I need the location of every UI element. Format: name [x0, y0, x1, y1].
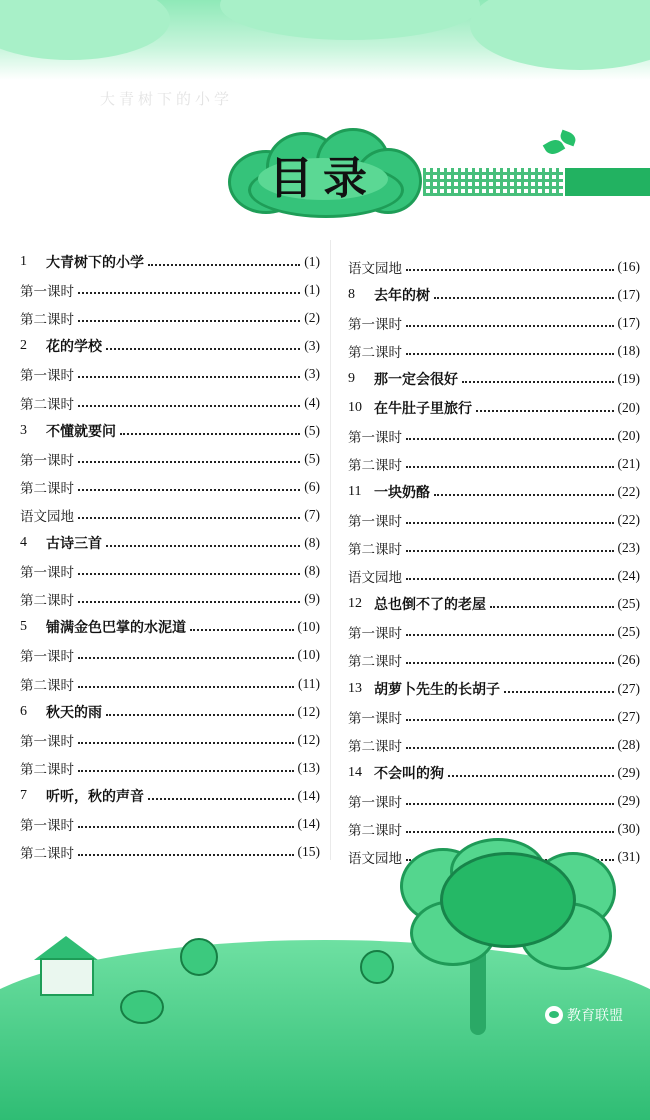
- toc-leader-dots: [406, 662, 614, 664]
- wechat-icon: [545, 1006, 563, 1024]
- toc-entry-label: 第二课时: [348, 542, 402, 558]
- toc-entry-page: (9): [304, 591, 320, 607]
- toc-leader-dots: [148, 264, 300, 266]
- toc-entry-page: (19): [617, 371, 640, 387]
- toc-entry[interactable]: [20, 419, 320, 443]
- toc-entry-label: 胡萝卜先生的长胡子: [374, 681, 500, 698]
- toc-entry[interactable]: [348, 620, 640, 644]
- toc-entry-label: 第一课时: [20, 368, 74, 385]
- toc-entry-page: (10): [297, 619, 320, 635]
- toc-leader-dots: [78, 376, 300, 378]
- toc-entry-page: (17): [617, 287, 640, 303]
- toc-entry-page: (31): [617, 849, 640, 865]
- toc-entry-number: 3: [20, 422, 27, 438]
- toc-entry[interactable]: [20, 728, 320, 752]
- toc-entry[interactable]: [348, 283, 640, 307]
- toc-entry-label: 铺满金色巴掌的水泥道: [46, 620, 186, 637]
- toc-entry-page: (5): [304, 450, 320, 466]
- toc-entry-page: (24): [617, 568, 640, 584]
- child-illustration: [180, 938, 218, 976]
- show-through-text: 大青树下的小学: [100, 90, 234, 108]
- toc-entry[interactable]: [348, 564, 640, 588]
- toc-entry-label: 语文园地: [348, 570, 402, 587]
- toc-leader-dots: [406, 522, 614, 524]
- toc-entry-page: (1): [304, 282, 320, 298]
- toc-entry[interactable]: [348, 677, 640, 701]
- toc-entry-page: (7): [304, 506, 320, 522]
- toc-entry[interactable]: [20, 531, 320, 555]
- toc-entry-label: 第二课时: [20, 312, 74, 329]
- toc-entry-page: (29): [617, 792, 640, 808]
- toc-entry[interactable]: [348, 339, 640, 363]
- toc-entry[interactable]: [348, 424, 640, 448]
- toc-entry-page: (6): [304, 478, 320, 494]
- toc-entry-label: 大青树下的小学: [46, 255, 144, 271]
- toc-entry-label: 在牛肚子里旅行: [374, 400, 472, 417]
- toc-entry[interactable]: [348, 396, 640, 420]
- toc-entry-page: (22): [617, 511, 640, 527]
- toc-leader-dots: [476, 410, 614, 412]
- toc-entry[interactable]: [20, 840, 320, 864]
- toc-leader-dots: [406, 466, 614, 468]
- toc-entry[interactable]: [348, 761, 640, 785]
- toc-entry-label: 语文园地: [348, 261, 402, 277]
- toc-entry-number: 10: [348, 399, 362, 415]
- toc-leader-dots: [504, 691, 614, 693]
- column-divider: [330, 240, 331, 860]
- toc-entry[interactable]: [20, 278, 320, 302]
- toc-leader-dots: [406, 438, 614, 440]
- toc-entry-page: (8): [304, 563, 320, 579]
- toc-entry[interactable]: [20, 784, 320, 808]
- toc-entry-page: (14): [297, 816, 320, 831]
- toc-entry-label: 听听，秋的声音: [46, 788, 144, 805]
- toc-leader-dots: [78, 517, 300, 519]
- toc-leader-dots: [190, 629, 294, 631]
- toc-leader-dots: [78, 461, 300, 463]
- toc-entry-page: (12): [297, 731, 320, 747]
- toc-entry-number: 4: [20, 535, 27, 550]
- toc-entry[interactable]: [348, 311, 640, 335]
- toc-entry-label: 第一课时: [20, 565, 74, 582]
- toc-leader-dots: [120, 433, 300, 435]
- toc-leader-dots: [106, 348, 300, 350]
- flower-center-illustration: [440, 852, 576, 948]
- toc-entry[interactable]: [20, 587, 320, 611]
- toc-entry[interactable]: [20, 250, 320, 274]
- toc-entry-label: 第一课时: [20, 452, 74, 469]
- toc-leader-dots: [78, 573, 300, 575]
- toc-entry-label: 第一课时: [20, 818, 74, 834]
- toc-entry-page: (3): [304, 366, 320, 382]
- toc-leader-dots: [78, 489, 300, 491]
- toc-entry-page: (29): [617, 764, 640, 780]
- toc-entry-page: (15): [297, 844, 320, 860]
- toc-leader-dots: [406, 353, 614, 355]
- toc-leader-dots: [490, 606, 614, 608]
- toc-entry-label: 语文园地: [20, 508, 74, 525]
- toc-leader-dots: [406, 747, 614, 749]
- toc-entry-number: 7: [20, 787, 27, 803]
- toc-entry-label: 第二课时: [348, 345, 402, 362]
- toc-entry-label: 不会叫的狗: [374, 765, 444, 782]
- toc-entry-page: (18): [617, 343, 640, 359]
- toc-entry[interactable]: [348, 480, 640, 504]
- toc-entry-page: (16): [617, 259, 640, 274]
- toc-leader-dots: [406, 269, 614, 271]
- toc-leader-dots: [434, 494, 614, 496]
- toc-entry[interactable]: [20, 362, 320, 386]
- toc-entry-label: 第二课时: [20, 480, 74, 497]
- toc-entry-number: 5: [20, 619, 27, 635]
- toc-entry-label: 第二课时: [20, 761, 74, 778]
- toc-entry[interactable]: [20, 672, 320, 696]
- toc-entry-label: 第二课时: [20, 677, 74, 694]
- toc-leader-dots: [406, 325, 614, 327]
- toc-leader-dots: [406, 634, 614, 636]
- page-title: 目录: [269, 153, 377, 204]
- toc-entry-page: (17): [617, 315, 640, 331]
- toc-entry-page: (20): [617, 427, 640, 443]
- toc-entry-label: 第二课时: [348, 738, 402, 755]
- toc-leader-dots: [406, 719, 614, 721]
- toc-leader-dots: [78, 405, 300, 407]
- toc-leader-dots: [78, 686, 294, 688]
- title-cloud: [228, 128, 418, 214]
- toc-entry-label: 那一定会很好: [374, 372, 458, 389]
- toc-leader-dots: [148, 798, 294, 800]
- toc-entry[interactable]: [348, 592, 640, 616]
- toc-leader-dots: [406, 803, 614, 805]
- toc-entry-page: (21): [617, 455, 640, 471]
- toc-entry-label: 第一课时: [348, 710, 402, 727]
- toc-leader-dots: [106, 714, 294, 716]
- toc-entry[interactable]: [348, 789, 640, 813]
- toc-entry-page: (11): [298, 675, 320, 691]
- toc-entry-page: (27): [617, 708, 640, 724]
- toc-entry-page: (27): [617, 680, 640, 696]
- toc-leader-dots: [406, 831, 614, 833]
- grid-strip-decoration: [423, 168, 563, 196]
- toc-entry-label: 第二课时: [348, 654, 402, 671]
- toc-leader-dots: [78, 601, 300, 603]
- toc-entry-number: 12: [348, 596, 362, 612]
- toc-entry-page: (25): [617, 624, 640, 640]
- toc-entry-page: (5): [304, 422, 320, 438]
- toc-entry-page: (4): [304, 394, 320, 410]
- watermark-text: 教育联盟: [567, 1008, 623, 1024]
- toc-entry-number: 13: [348, 680, 362, 696]
- toc-leader-dots: [406, 550, 614, 552]
- toc-entry[interactable]: [348, 536, 640, 560]
- toc-entry[interactable]: [348, 255, 640, 279]
- toc-entry-page: (26): [617, 652, 640, 668]
- toc-entry-page: (25): [617, 596, 640, 612]
- toc-entry-page: (20): [617, 399, 640, 415]
- toc-entry-number: 14: [348, 764, 362, 780]
- toc-entry[interactable]: [348, 367, 640, 391]
- toc-entry-label: 第二课时: [20, 396, 74, 413]
- toc-entry-label: 不懂就要问: [46, 423, 116, 440]
- toc-entry-number: 1: [20, 254, 27, 269]
- toc-leader-dots: [78, 742, 294, 744]
- toc-entry[interactable]: [348, 705, 640, 729]
- toc-entry-label: 语文园地: [348, 851, 402, 868]
- toc-entry-number: 9: [348, 371, 355, 387]
- toc-entry-label: 花的学校: [46, 339, 102, 356]
- toc-entry-label: 第一课时: [20, 649, 74, 666]
- toc-leader-dots: [78, 320, 300, 322]
- house-illustration: [40, 958, 94, 996]
- toc-leader-dots: [78, 770, 294, 772]
- toc-entry[interactable]: [20, 447, 320, 471]
- toc-entry-label: 第一课时: [348, 626, 402, 643]
- toc-leader-dots: [78, 657, 294, 659]
- toc-entry-page: (13): [297, 759, 320, 775]
- toc-entry[interactable]: [20, 306, 320, 330]
- toc-entry-label: 第一课时: [20, 284, 74, 301]
- toc-entry-number: 11: [348, 483, 362, 499]
- toc-entry-label: 秋天的雨: [46, 704, 102, 721]
- toc-leader-dots: [448, 775, 614, 777]
- toc-entry-number: 2: [20, 338, 27, 354]
- toc-entry-page: (28): [617, 736, 640, 752]
- toc-leader-dots: [106, 545, 300, 547]
- toc-entry-label: 第一课时: [348, 513, 402, 530]
- toc-entry[interactable]: [20, 756, 320, 780]
- child-illustration: [360, 950, 394, 984]
- toc-entry-label: 第二课时: [20, 593, 74, 610]
- toc-leader-dots: [78, 292, 300, 294]
- toc-leader-dots: [78, 854, 294, 856]
- toc-entry-number: 6: [20, 703, 27, 719]
- toc-leader-dots: [462, 381, 614, 383]
- toc-entry[interactable]: [348, 452, 640, 476]
- toc-entry-page: (30): [617, 821, 640, 836]
- toc-entry[interactable]: [20, 503, 320, 527]
- toc-entry-label: 第一课时: [20, 733, 74, 750]
- toc-entry-label: 第二课时: [348, 823, 402, 839]
- toc-entry-page: (8): [304, 535, 320, 550]
- toc-entry[interactable]: [20, 334, 320, 358]
- toc-entry-label: 第一课时: [348, 794, 402, 811]
- toc-entry-page: (10): [297, 647, 320, 663]
- toc-entry-page: (12): [297, 703, 320, 719]
- toc-entry-label: 第二课时: [20, 846, 74, 863]
- toc-entry-page: (22): [617, 483, 640, 499]
- toc-entry-page: (23): [617, 540, 640, 555]
- toc-entry[interactable]: [20, 812, 320, 836]
- toc-entry-page: (3): [304, 338, 320, 354]
- toc-entry[interactable]: [20, 391, 320, 415]
- toc-leader-dots: [406, 578, 614, 580]
- bush-illustration: [120, 990, 164, 1024]
- toc-entry[interactable]: [20, 475, 320, 499]
- strip-decoration: [565, 168, 650, 196]
- toc-entry[interactable]: [348, 648, 640, 672]
- toc-entry[interactable]: [348, 733, 640, 757]
- toc-entry[interactable]: [20, 700, 320, 724]
- toc-entry[interactable]: [20, 615, 320, 639]
- toc-leader-dots: [434, 297, 614, 299]
- toc-entry-label: 总也倒不了的老屋: [374, 597, 486, 614]
- toc-entry-label: 去年的树: [374, 288, 430, 305]
- toc-entry[interactable]: [20, 559, 320, 583]
- toc-entry-label: 古诗三首: [46, 536, 102, 552]
- toc-entry-label: 第一课时: [348, 429, 402, 446]
- toc-entry-page: (1): [304, 254, 320, 269]
- toc-entry-label: 第一课时: [348, 317, 402, 334]
- toc-entry-page: (14): [297, 787, 320, 803]
- watermark: [545, 1005, 623, 1025]
- toc-entry-label: 一块奶酪: [374, 484, 430, 501]
- toc-leader-dots: [78, 826, 294, 828]
- toc-entry-label: 第二课时: [348, 457, 402, 474]
- toc-entry[interactable]: [20, 643, 320, 667]
- toc-entry-page: (2): [304, 310, 320, 326]
- toc-entry[interactable]: [348, 508, 640, 532]
- house-roof-illustration: [34, 936, 98, 960]
- toc-entry-number: 8: [348, 287, 355, 303]
